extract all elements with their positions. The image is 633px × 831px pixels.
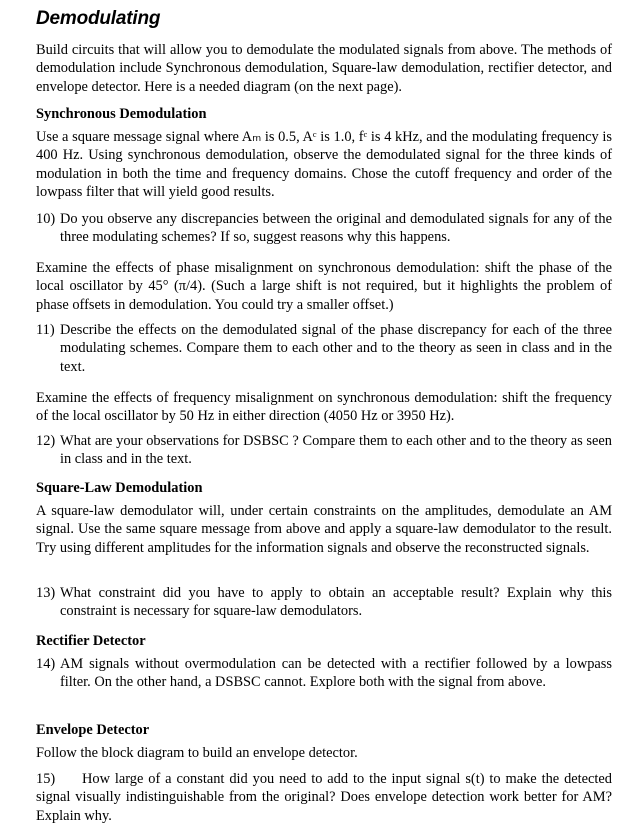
question-number: 10) [36,211,56,227]
question-text: Do you observe any discrepancies between the original and demodulated signals for any of the three modulating schemes? If so, suggest reasons why this happens. [60,211,612,246]
question-15 [36,770,612,825]
question-14 [36,655,612,692]
sync-heading: Synchronous Demodulation [36,106,207,122]
intro-paragraph: Build circuits that will allow you to demodulate the modulated signals from above. The methods of demodulation include Synchronous demodulation, Square-law demodulation, rectifier detector, and envelope detector. Here is a needed diagram (on the next page). [36,42,612,95]
page-title: Demodulating [36,8,161,29]
question-number: 15) [36,771,56,787]
question-13 [36,584,612,621]
question-number: 13) [36,585,56,601]
square-law-heading: Square-Law Demodulation [36,480,203,496]
question-text: Describe the effects on the demodulated signal of the phase discrepancy for each of the three modulating schemes. Compare them to each other and to the theory as seen in class and in the text. [60,322,612,375]
question-text: What are your observations for DSBSC ? Compare them to each other and to the theory as seen in class and in the text. [60,433,612,468]
envelope-paragraph: Follow the block diagram to build an envelope detector. [36,745,358,761]
question-text: What constraint did you have to apply to obtain an acceptable result? Explain why this constraint is necessary for square-law demodulators. [60,585,612,620]
rectifier-heading: Rectifier Detector [36,633,146,649]
envelope-heading: Envelope Detector [36,722,150,738]
question-number: 11) [36,322,55,338]
question-text: AM signals without overmodulation can be detected with a rectifier followed by a lowpass filter. On the other hand, a DSBSC cannot. Explore both with the signal from above. [60,656,612,691]
question-11 [36,321,612,376]
phase-paragraph: Examine the effects of phase misalignment on synchronous demodulation: shift the phase of the local oscillator by 45° (π/4). (Such a large shift is not required, but it highlights the problem of phase offsets in demodulation. You could try a smaller offset.) [36,260,612,313]
question-number: 14) [36,656,56,672]
square-law-paragraph: A square-law demodulator will, under certain constraints on the amplitudes, demodulate an AM signal. Use the same square message from above and apply a square-law demodulator to the result. Try using different amplitudes for the information signals and observe the reconstructed signals. [36,503,612,556]
question-12 [36,432,612,469]
question-10 [36,210,612,247]
question-text: How large of a constant did you need to add to the input signal s(t) to make the detected signal visually indistinguishable from the original? Does envelope detection work better for AM? Explain why. [36,771,612,824]
frequency-paragraph: Examine the effects of frequency misalignment on synchronous demodulation: shift the frequency of the local oscillator by 50 Hz in either direction (4050 Hz or 3950 Hz). [36,390,612,425]
question-number: 12) [36,433,56,449]
sync-paragraph: Use a square message signal where Aₘ is 0.5, Aᶜ is 1.0, fᶜ is 4 kHz, and the modulating frequency is 400 Hz. Using synchronous demodulation, observe the demodulated signal for the three kinds of modulation in both the time and frequency domains. Chose the cutoff frequency and order of the lowpass filter that will yield good results. [36,129,612,201]
